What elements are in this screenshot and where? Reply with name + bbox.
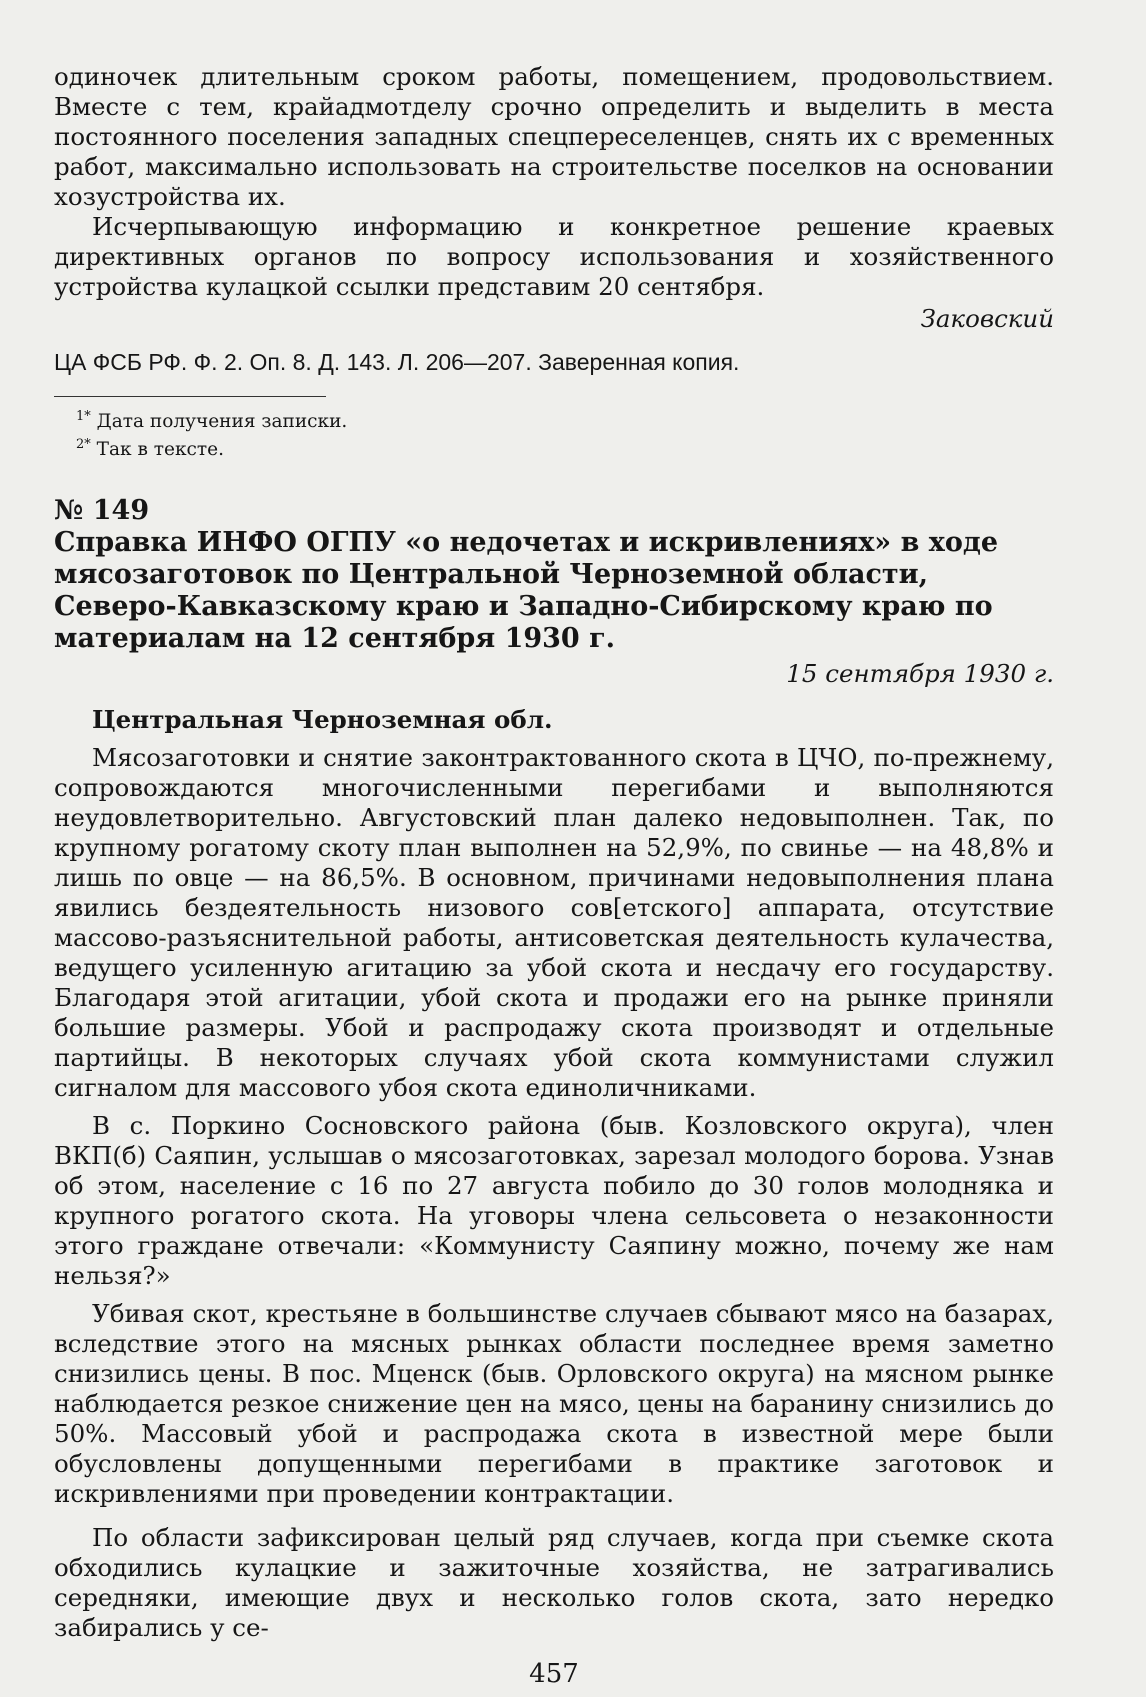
footnote-mark: 1* bbox=[76, 409, 91, 424]
footnote-2 bbox=[76, 433, 1054, 461]
body-paragraph: По области зафиксирован целый ряд случаев, когда при съемке скота обходились кулацкие и зажиточные хозяйства, не затрагивались середняки, имеющие двух и несколько голов скота, зато нередко забирались у се- bbox=[54, 1523, 1054, 1643]
footnote-text: Дата получения записки. bbox=[96, 411, 348, 433]
signature: Заковский bbox=[920, 304, 1054, 333]
body-paragraph: Убивая скот, крестьяне в большинстве случаев сбывают мясо на базарах, вследствие этого на мясных рынках области последнее время заметно снизились цены. В пос. Мценск (быв. Орловского округа) на мясном рынке наблюдается резкое снижение цен на мясо, цены на баранину снизились до 50%. Массовый убой и распродажа скота в известной мере были обусловлены допущенными перегибами в практике заготовок и искривлениями при проведении контрактации. bbox=[54, 1299, 1054, 1509]
page-number: 457 bbox=[529, 1659, 579, 1690]
footnote-divider bbox=[54, 396, 326, 397]
section-heading: Центральная Черноземная обл. bbox=[92, 705, 553, 735]
footnote-mark: 2* bbox=[76, 437, 91, 453]
document-page bbox=[54, 62, 1054, 1690]
footnote-text: Так в тексте. bbox=[96, 439, 224, 461]
archive-source: ЦА ФСБ РФ. Ф. 2. Оп. 8. Д. 143. Л. 206—207. Заверенная копия. bbox=[54, 349, 740, 375]
document-date: 15 сентября 1930 г. bbox=[786, 659, 1054, 689]
body-paragraph: Мясозаготовки и снятие законтрактованного скота в ЦЧО, по-прежнему, сопровождаются многочисленными перегибами и выполняются неудовлетворительно. Августовский план далеко недовыполнен. Так, по крупному рогатому скоту план выполнен на 52,9%, по свинье — на 48,8% и лишь по овце — на 86,5%. В основном, причинами недовыполнения плана явились бездеятельность низового сов[етского] аппарата, отсутствие массово-разъяснительной работы, антисоветская деятельность кулачества, ведущего усиленную агитацию за убой скота и несдачу его государству. Благодаря этой агитации, убой скота и продажи его на рынке приняли большие размеры. Убой и распродажу скота производят и отдельные партийцы. В некоторых случаях убой скота коммунистами служил сигналом для массового убоя скота единоличниками. bbox=[54, 743, 1054, 1103]
continuation-paragraph: одиночек длительным сроком работы, помещением, продовольствием. Вместе с тем, крайадмотделу срочно определить и выделить в места постоянного поселения западных спецпереселенцев, снять их с временных работ, максимально использовать на строительстве поселков на основании хозустройства их. bbox=[54, 62, 1054, 211]
footnote-1 bbox=[76, 405, 1054, 433]
information-paragraph: Исчерпывающую информацию и конкретное решение краевых директивных органов по вопросу использования и хозяйственного устройства кулацкой ссылки представим 20 сентября. bbox=[54, 212, 1054, 301]
document-title: Справка ИНФО ОГПУ «о недочетах и искривлениях» в ходе мясозаготовок по Центральной Черноземной области, Северо-Кавказскому краю и Западно-Сибирскому краю по материалам на 12 сентября 1930 г. bbox=[54, 527, 999, 655]
document-number: № 149 bbox=[54, 495, 150, 527]
body-paragraph: В с. Поркино Сосновского района (быв. Козловского округа), член ВКП(б) Саяпин, услышав о мясозаготовках, зарезал молодого борова. Узнав об этом, население с 16 по 27 августа побило до 30 голов молодняка и крупного рогатого скота. На уговоры члена сельсовета о незаконности этого граждане отвечали: «Коммунисту Саяпину можно, почему же нам нельзя?» bbox=[54, 1111, 1054, 1291]
